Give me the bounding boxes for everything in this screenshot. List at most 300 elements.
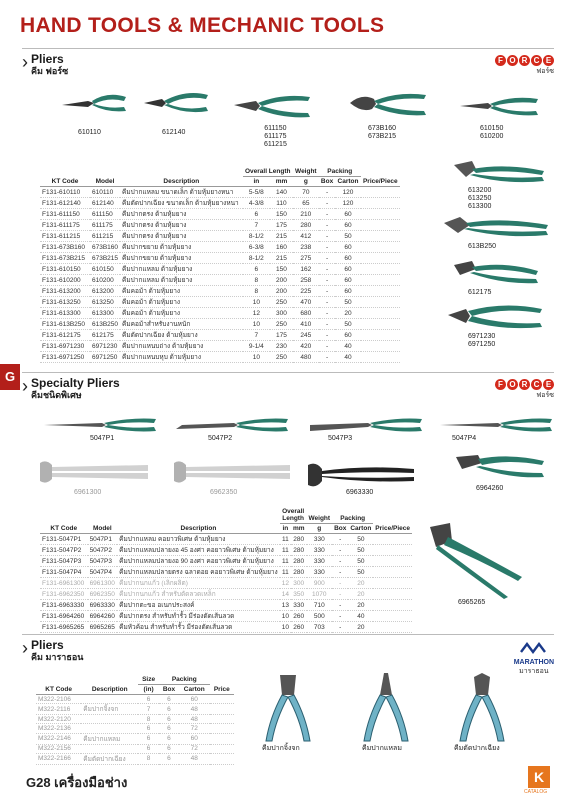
cell-weight: 238 [293,242,319,253]
plier-image-610150 [458,91,540,121]
cell-weight: 412 [293,231,319,242]
cell-model: 6971250 [90,352,120,363]
cell-box: 6 [159,704,179,715]
table-row [40,198,400,209]
cell-in: 11 [280,534,291,545]
cell-kt-code: F131-5047P2 [40,545,88,556]
cell-price [373,611,412,622]
cell-mm: 250 [270,319,293,330]
cell-box: - [332,578,348,589]
cell-carton: 20 [348,578,373,589]
plier-image-diagonal [452,671,512,743]
cell-mm: 250 [270,352,293,363]
cell-description [81,715,138,724]
cell-kt-code: M322-2166 [36,753,81,764]
caption-610150: 610150 610200 [480,125,504,140]
table-row [40,600,412,611]
brand-letter: R [519,55,530,66]
cell-mm: 175 [270,220,293,231]
table-row [40,611,412,622]
cell-box: 6 [159,753,179,764]
cell-box: - [319,297,336,308]
cell-carton: 60 [335,264,360,275]
col-box: Box [159,685,179,695]
section-subtitle: คีมชนิดพิเศษ [31,390,82,400]
caption-diagonal: คีมตัดปากเฉียง [454,745,500,752]
cell-box: - [319,319,336,330]
plier-image-5047p2 [174,415,290,435]
cell-box: - [319,330,336,341]
cell-weight: 703 [307,622,333,633]
plier-image-610110 [58,83,130,123]
cell-in: 8 [243,286,271,297]
pliers-section [22,48,554,361]
col-box: Box [334,525,347,532]
marathon-header [22,639,83,663]
cell-weight: 900 [307,578,333,589]
cell-price [373,545,412,556]
cell-box: - [319,242,336,253]
cell-mm: 200 [270,286,293,297]
cell-in: 10 [243,352,271,363]
cell-in: 8-1/2 [243,253,271,264]
cell-box: 6 [159,724,179,733]
cell-kt-code: F131-611175 [40,220,90,231]
cell-carton: 120 [335,187,360,198]
k-logo-caption: CATALOG [524,789,548,795]
cell-in: 8-1/2 [243,231,271,242]
table-row [40,545,412,556]
table-row [36,733,234,744]
cell-description: คีมคอม้า ด้ามหุ้มยาง [120,308,243,319]
cell-price [361,209,400,220]
cell-weight: 420 [293,341,319,352]
brand-caption: ฟอร์ซ [536,68,554,75]
col-in: in [280,524,291,534]
cell-mm: 260 [291,611,307,622]
cell-carton: 60 [335,220,360,231]
cell-price [373,589,412,600]
chevron-right-icon: › [22,638,28,658]
cell-weight: 210 [293,209,319,220]
cell-in: 12 [281,579,289,587]
cell-price [210,695,234,704]
col-size-unit: (in) [138,685,159,695]
col-model: Model [90,167,120,187]
cell-mm: 215 [270,231,293,242]
cell-mm: 150 [270,209,293,220]
cell-description: คีมปากตรง สำหรับทำรั้ว มีร่องตัดเส้นลวด [117,611,280,622]
table-row [36,744,234,753]
col-packing: Packing [319,167,361,177]
cell-weight: 65 [293,198,319,209]
brand-letter: O [507,55,518,66]
cell-price [361,198,400,209]
cell-kt-code: F131-610150 [40,264,90,275]
cell-carton: 50 [348,534,373,545]
cell-carton: 20 [335,308,360,319]
cell-carton: 50 [348,567,373,578]
cell-box: - [319,352,336,363]
cell-mm: 350 [291,589,307,600]
plier-image-5047p3 [308,415,424,435]
col-kt-code: KT Code [40,507,88,534]
cell-description [81,744,138,753]
brand-letter: C [531,379,542,390]
cell-in: 6-3/8 [243,242,271,253]
cell-model: 610110 [90,187,120,198]
cell-size: 6 [138,724,159,733]
cell-box: - [319,341,336,352]
caption-610110: 610110 [78,129,101,136]
plier-image-613b250 [440,213,550,243]
cell-box: - [319,275,336,286]
cell-model: 613250 [90,297,120,308]
col-mm: mm [270,177,293,187]
cell-size: 7 [138,704,159,715]
cell-price [361,231,400,242]
col-g: g [307,524,333,534]
cell-weight: 500 [307,611,333,622]
cell-carton: 48 [179,753,210,764]
col-packing: Packing [159,675,210,685]
cell-in: 11 [280,556,291,567]
cell-carton: 72 [179,744,210,753]
cell-in: 11 [280,567,291,578]
col-carton: Carton [179,685,210,695]
table-row [40,231,400,242]
cell-kt-code: F131-6962350 [40,589,88,600]
cell-box: 6 [159,715,179,724]
caption-6963330: 6963330 [346,489,374,496]
table-row [40,589,412,600]
cell-description: คีมตัดปากเฉียง [81,753,138,764]
k-logo: K [528,766,550,788]
cell-kt-code: F131-6964260 [40,611,88,622]
cell-carton: 40 [348,611,373,622]
cell-price [210,744,234,753]
plier-image-long-nose [356,671,416,743]
caption-6961300: 6961300 [74,489,102,496]
cell-carton: 40 [335,352,360,363]
cell-kt-code: F131-613300 [40,308,90,319]
cell-price [373,578,412,589]
col-weight: Weight [307,507,333,524]
cell-model: 5047P2 [88,545,118,556]
cell-price [210,704,234,715]
cell-description: คีมตัดปากเฉียง ขนาดเล็ก ด้ามหุ้มยางหนา [120,198,243,209]
cell-weight: 162 [293,264,319,275]
cell-model: 6962350 [88,589,118,600]
cell-model: 6961300 [88,578,118,589]
col-weight: Weight [293,167,319,177]
cell-price [361,319,400,330]
cell-carton: 60 [179,695,210,704]
marathon-logo: MARATHON มาราธอน [514,641,554,677]
cell-mm: 280 [291,545,307,556]
cell-description: คีมปากแหลมปลายตรง ฉลาดอย คอยาวพิเศษ ด้ามหุ้มยาง [117,567,280,578]
cell-weight: 225 [293,286,319,297]
cell-in: 6 [243,209,271,220]
caption-6971230: 6971230 6971250 [468,333,496,348]
plier-image-6961300 [38,459,150,485]
cell-model: 612140 [90,198,120,209]
cell-kt-code: M322-2136 [36,724,81,733]
plier-image-613200 [450,159,546,189]
caption-6962350: 6962350 [210,489,238,496]
section-subtitle: คีม ฟอร์ซ [31,66,69,76]
table-row [36,753,234,764]
cell-model: 611150 [90,209,120,220]
cell-description: คีมปากแหลมปลายงอ 45 องศา คอยาวพิเศษ ด้ามหุ้มยาง [117,545,280,556]
cell-price [361,242,400,253]
cell-price [210,733,234,744]
cell-description: คีมปากนกแก้ว สำหรับตัดลวดเหล็ก [117,589,280,600]
cell-in: 9-1/4 [243,341,271,352]
plier-image-5047p1 [42,415,158,435]
cell-box: - [332,589,348,600]
cell-mm: 280 [291,534,307,545]
cell-in: 10 [243,319,271,330]
cell-price [361,286,400,297]
force-logo [495,55,554,77]
cell-description: คีมปากตรง ด้ามหุ้มยาง [120,220,243,231]
caption-6964260: 6964260 [476,485,504,492]
cell-model: 611215 [90,231,120,242]
cell-kt-code: M322-2146 [36,733,81,744]
cell-carton: 50 [335,319,360,330]
cell-model: 6965265 [88,622,118,633]
table-row [40,330,400,341]
table-row [36,695,234,704]
cell-box: - [319,264,336,275]
table-row [40,534,412,545]
cell-weight: 245 [293,330,319,341]
cell-weight: 330 [307,567,333,578]
cell-price [210,753,234,764]
cell-description: คีมปากตรง ด้ามหุ้มยาง [120,209,243,220]
col-price: Price/Piece [361,167,400,187]
table-row [40,253,400,264]
table-row [40,286,400,297]
cell-in: 12 [243,308,271,319]
cell-carton: 60 [335,286,360,297]
page-footer-label: G28 เครื่องมือช่าง [26,775,128,790]
table-row [40,187,400,198]
cell-description: คีมปากขยาย ด้ามหุ้มยาง [120,253,243,264]
cell-description: คีมปากขยาย ด้ามหุ้มยาง [120,242,243,253]
cell-price [361,352,400,363]
cell-carton: 20 [348,622,373,633]
cell-in: 10 [281,612,289,620]
col-carton: Carton [335,177,360,187]
section-title: Pliers [31,638,64,652]
cell-in: 13 [281,601,289,609]
cell-weight: 330 [307,556,333,567]
cell-kt-code: M322-2106 [36,695,81,704]
col-description: Description [120,167,243,187]
cell-carton: 60 [335,275,360,286]
cell-kt-code: F131-611215 [40,231,90,242]
cell-description: คีมตัดปากเฉียง ด้ามหุ้มยาง [120,330,243,341]
cell-carton: 50 [335,297,360,308]
caption-6965265: 6965265 [458,599,486,606]
cell-description: คีมปากแหนบหุบ ด้ามหุ้มยาง [120,352,243,363]
cell-box: - [319,209,336,220]
cell-model: 5047P3 [88,556,118,567]
brand-letter: E [543,379,554,390]
col-kt-code: KT Code [36,675,81,695]
cell-box: - [319,308,336,319]
table-row [40,319,400,330]
caption-613b250: 613B250 [468,243,497,250]
cell-in: 10 [281,623,289,631]
cell-price [361,297,400,308]
cell-weight: 330 [307,534,333,545]
cell-weight: 470 [293,297,319,308]
cell-box: - [332,611,348,622]
section-subtitle: คีม มาราธอน [31,652,84,662]
cell-model: 612175 [90,330,120,341]
cell-box: - [332,556,348,567]
cell-description: คีมปากแหลมปลายงอ 90 องศา คอยาวพิเศษ ด้ามหุ้มยาง [117,556,280,567]
cell-price [361,253,400,264]
col-size: Size [138,675,159,685]
cell-weight: 710 [307,600,333,611]
plier-image-5047p4 [438,415,554,435]
caption-613200: 613200 613250 613300 [468,187,492,210]
table-row [36,704,234,715]
col-description: Description [117,507,280,534]
cell-kt-code: F131-610200 [40,275,90,286]
caption-long-nose: คีมปากแหลม [362,745,402,752]
cell-price [361,275,400,286]
cell-model: 673B160 [92,243,119,251]
plier-image-6964260 [454,449,546,485]
cell-carton: 20 [348,600,373,611]
cell-in: 5-5/8 [243,187,271,198]
cell-box: - [332,567,348,578]
cell-kt-code: F131-613250 [40,297,90,308]
cell-price [373,556,412,567]
table-row [40,209,400,220]
cell-description: คีมปากแหลม ด้ามหุ้มยาง [120,275,243,286]
cell-box: - [319,286,336,297]
col-packing: Packing [332,507,373,524]
cell-kt-code: M322-2120 [36,715,81,724]
cell-mm: 140 [270,187,293,198]
cell-price [361,308,400,319]
cell-in: 7 [243,220,271,231]
cell-mm: 300 [291,578,307,589]
cell-carton: 40 [335,341,360,352]
cell-carton: 60 [335,209,360,220]
brand-letter: E [543,55,554,66]
plier-image-6971230 [444,299,544,333]
cell-size: 6 [138,744,159,753]
cell-carton: 60 [335,330,360,341]
cell-description: คีมปากแหลม ด้ามหุ้มยาง [120,264,243,275]
pliers-spec-table [40,167,400,363]
cell-kt-code: F131-6963330 [40,600,88,611]
cell-carton: 48 [179,704,210,715]
cell-kt-code: F131-6971250 [40,352,90,363]
cell-description [81,724,138,733]
cell-mm: 330 [291,600,307,611]
cell-price [361,187,400,198]
cell-mm: 260 [291,622,307,633]
table-row [40,275,400,286]
cell-size: 6 [138,695,159,704]
col-overall-length: Overall Length [280,507,307,524]
col-price: Price/Piece [373,507,412,534]
cell-box: - [319,187,336,198]
col-model: Model [88,507,118,534]
caption-611150: 611150 611175 611215 [264,125,287,148]
col-description: Description [81,675,138,695]
cell-description [81,695,138,704]
cell-weight: 70 [293,187,319,198]
cell-in: 7 [243,330,271,341]
cell-box: 6 [159,695,179,704]
specialty-section [22,372,554,631]
col-in: in [243,177,271,187]
caption-5047p4: 5047P4 [452,435,477,442]
table-row [40,567,412,578]
cell-kt-code: F131-613B250 [40,319,90,330]
cell-model: 6964260 [88,611,118,622]
plier-image-combination [258,671,318,743]
cell-carton: 20 [348,589,373,600]
marathon-mark-icon [519,642,549,654]
cell-description: คีมคอม้า ด้ามหุ้มยาง [120,286,243,297]
table-row [40,264,400,275]
cell-weight: 280 [293,220,319,231]
chevron-right-icon: › [22,376,28,396]
caption-673b160: 673B160 673B215 [368,125,397,140]
cell-description: คีมคอม้า ด้ามหุ้มยาง [120,297,243,308]
cell-kt-code: F131-610110 [40,187,90,198]
section-title: Specialty Pliers [31,376,120,390]
cell-description: คีมปากแหนบถ่าง ด้ามหุ้มยาง [120,341,243,352]
cell-box: - [319,231,336,242]
cell-price [361,264,400,275]
brand-caption: ฟอร์ซ [536,392,554,399]
plier-image-6963330 [306,461,416,489]
cell-kt-code: F131-6965265 [40,622,88,633]
cell-in: 11 [280,545,291,556]
col-g: g [293,177,319,187]
cell-model: 6971230 [90,341,120,352]
cell-mm: 280 [291,556,307,567]
cell-price [210,724,234,733]
cell-weight: 258 [293,275,319,286]
cell-kt-code: F131-611150 [40,209,90,220]
table-row [36,724,234,733]
table-row [36,715,234,724]
side-tab: G [0,364,20,390]
cell-description: คีมปากแหลม คอยาวพิเศษ ด้ามหุ้มยาง [117,534,280,545]
cell-carton: 48 [179,715,210,724]
table-row [40,556,412,567]
cell-size: 6 [138,733,159,744]
cell-kt-code: F131-5047P3 [40,556,88,567]
cell-in: 14 [281,590,289,598]
table-row [40,341,400,352]
brand-letter: C [531,55,542,66]
col-overall-length: Overall Length [243,167,293,177]
cell-weight: 680 [293,308,319,319]
